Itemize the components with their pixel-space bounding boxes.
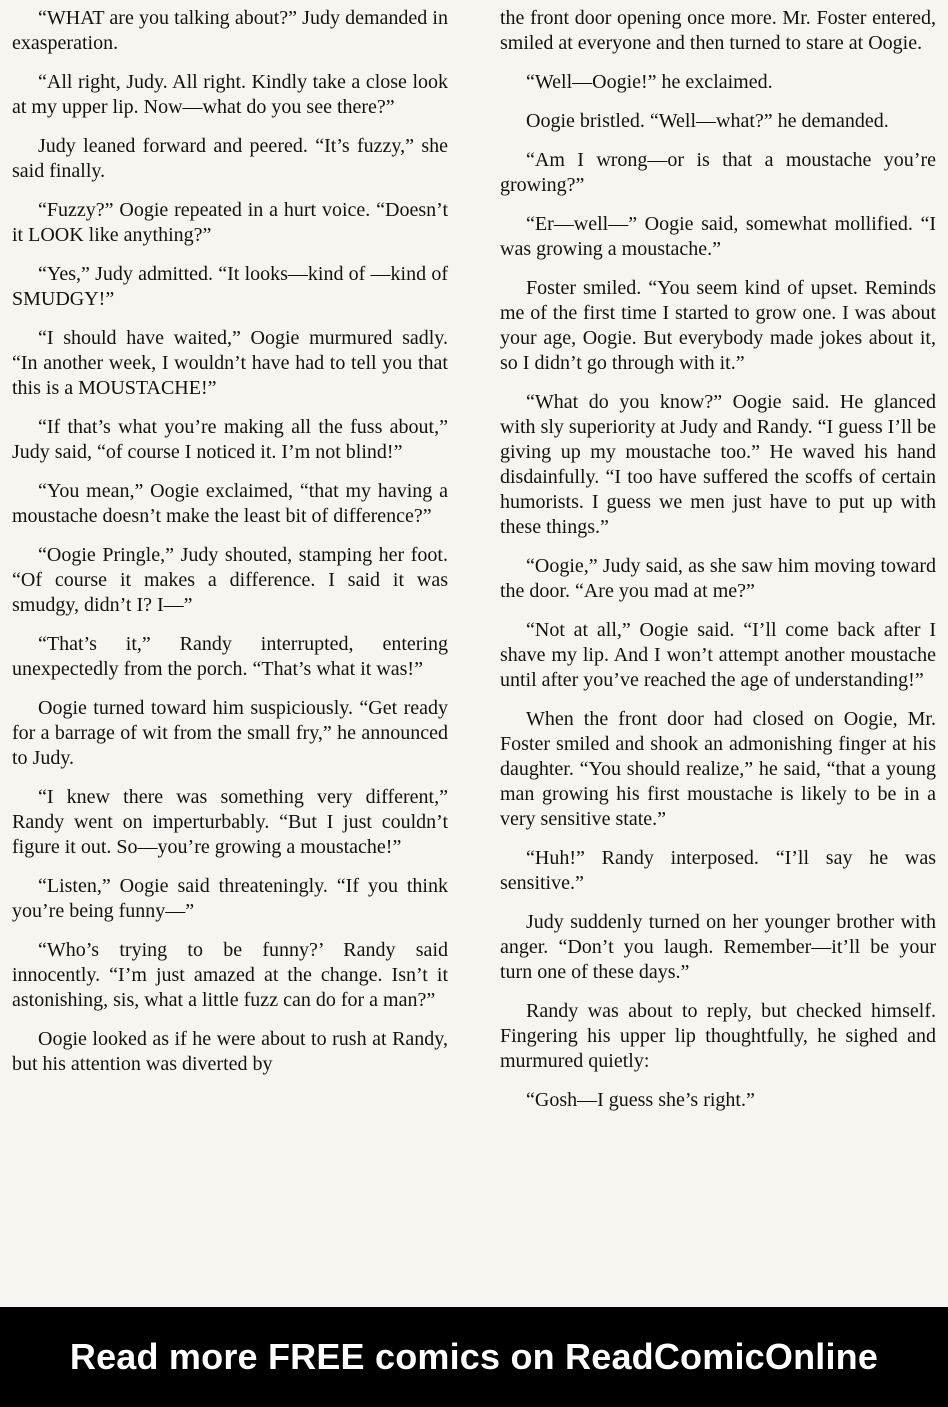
paragraph: “Oogie Pringle,” Judy shouted, stamping her foot. “Of course it makes a difference. I said it was smudgy, didn’t I? I—”	[12, 544, 448, 616]
paragraph: Oogie looked as if he were about to rush at Randy, but his attention was diverted by	[12, 1028, 448, 1075]
paragraph: “Well—Oogie!” he exclaimed.	[526, 71, 773, 93]
paragraph: “Oogie,” Judy said, as she saw him moving toward the door. “Are you mad at me?”	[500, 555, 936, 602]
paragraph: “Gosh—I guess she’s right.”	[526, 1089, 755, 1111]
paragraph: “Er—well—” Oogie said, somewhat mollified. “I was growing a moustache.”	[500, 213, 936, 260]
paragraph: Oogie bristled. “Well—what?” he demanded.	[526, 110, 889, 132]
right-text-column	[500, 6, 936, 1127]
paragraph: “Fuzzy?” Oogie repeated in a hurt voice. “Doesn’t it LOOK like anything?”	[12, 199, 448, 246]
paragraph: “Yes,” Judy admitted. “It looks—kind of —kind of SMUDGY!”	[12, 263, 448, 310]
paragraph: “Not at all,” Oogie said. “I’ll come back after I shave my lip. And I won’t attempt another moustache until after you’ve reached the age of understanding!”	[500, 619, 936, 691]
paragraph: Judy leaned forward and peered. “It’s fuzzy,” she said finally.	[12, 135, 448, 182]
paragraph: Foster smiled. “You seem kind of upset. Reminds me of the first time I started to grow one. I was about your age, Oogie. But everybody made jokes about it, so I didn’t go through with it.”	[500, 277, 936, 374]
paragraph: “All right, Judy. All right. Kindly take a close look at my upper lip. Now—what do you see there?”	[12, 71, 448, 118]
paragraph: Randy was about to reply, but checked himself. Fingering his upper lip thoughtfully, he sighed and murmured quietly:	[500, 1000, 936, 1072]
paragraph: “WHAT are you talking about?” Judy demanded in exasperation.	[12, 7, 448, 54]
paragraph: Oogie turned toward him suspiciously. “Get ready for a barrage of wit from the small fry,” he announced to Judy.	[12, 697, 448, 769]
paragraph: When the front door had closed on Oogie, Mr. Foster smiled and shook an admonishing finger at his daughter. “You should realize,” he said, “that a young man growing his first moustache is likely to be in a very sensitive state.”	[500, 708, 936, 830]
paragraph: “Huh!” Randy interposed. “I’ll say he was sensitive.”	[500, 847, 936, 894]
paragraph: Judy suddenly turned on her younger brother with anger. “Don’t you laugh. Remember—it’ll be your turn one of these days.”	[500, 911, 936, 983]
paragraph: “If that’s what you’re making all the fuss about,” Judy said, “of course I noticed it. I’m not blind!”	[12, 416, 448, 463]
left-text-column	[12, 6, 448, 1091]
paragraph: “What do you know?” Oogie said. He glanced with sly superiority at Judy and Randy. “I guess I’ll be giving up my moustache too.” He waved his hand disdainfully. “I too have suffered the scoffs of certain humorists. I guess we men just have to put up with these things.”	[500, 391, 936, 538]
paragraph: the front door opening once more. Mr. Foster entered, smiled at everyone and then turned to stare at Oogie.	[500, 7, 936, 54]
paragraph: “I knew there was something very different,” Randy went on imperturbably. “But I just couldn’t figure it out. So—you’re growing a moustache!”	[12, 786, 448, 858]
paragraph: “That’s it,” Randy interrupted, entering unexpectedly from the porch. “That’s what it was!”	[12, 633, 448, 680]
paragraph: “You mean,” Oogie exclaimed, “that my having a moustache doesn’t make the least bit of difference?”	[12, 480, 448, 527]
promo-banner[interactable]	[0, 1307, 948, 1407]
paragraph: “Listen,” Oogie said threateningly. “If you think you’re being funny—”	[12, 875, 448, 922]
promo-banner-text[interactable]: Read more FREE comics on ReadComicOnline	[69, 1336, 879, 1377]
paragraph: “Am I wrong—or is that a moustache you’re growing?”	[500, 149, 936, 196]
paragraph: “Who’s trying to be funny?’ Randy said innocently. “I’m just amazed at the change. Isn’t it astonishing, sis, what a little fuzz can do for a man?”	[12, 939, 448, 1011]
paragraph: “I should have waited,” Oogie murmured sadly. “In another week, I wouldn’t have had to tell you that this is a MOUSTACHE!”	[12, 327, 448, 399]
